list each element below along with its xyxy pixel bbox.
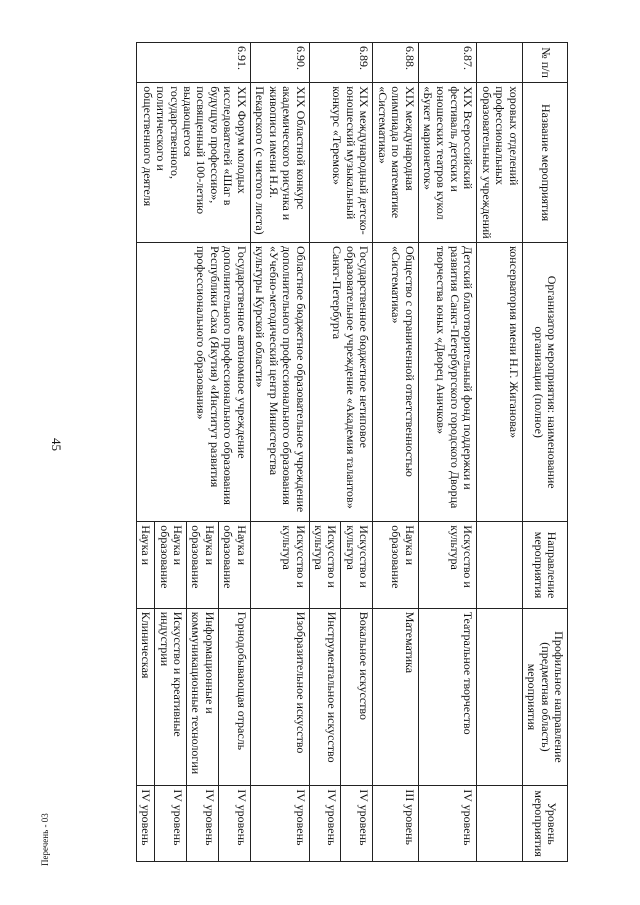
header-num: № п/п — [522, 43, 567, 83]
cell-area: Информационные и коммуникационные технологии — [187, 608, 219, 786]
cell-area: Вокальное искусство — [341, 608, 373, 786]
cell-organizer: Общество с ограниченной ответственностью «Систематика» — [373, 243, 418, 522]
cell-name: XIX международная олимпиада по математике «Систематика» — [373, 83, 418, 243]
rotated-table-sheet — [92, 42, 568, 862]
cell-direction: Искусство и культура — [250, 522, 309, 608]
table-row — [218, 43, 250, 862]
cell-organizer: Областное бюджетное образовательное учреждение дополнительного профессионального образования «Учебно-методический центр Министерства культуры Курской области» — [250, 243, 309, 522]
cell-area — [477, 608, 522, 786]
cell-name: XIX Всероссийский фестиваль детских и юношеских театров кукол «Букет марионеток» — [418, 83, 477, 243]
cell-area: Горнодобывающая отрасль — [218, 608, 250, 786]
cell-level: III уровень — [373, 786, 418, 862]
cell-level: IV уровень — [218, 786, 250, 862]
cell-name: XIX международный детско-юношеский музыкальный конкурс «Теремок» — [309, 83, 373, 243]
cell-direction: Наука и образование — [373, 522, 418, 608]
cell-level: IV уровень — [341, 786, 373, 862]
header-direction: Направление мероприятия — [522, 522, 567, 608]
table-row — [250, 43, 309, 862]
header-name: Название мероприятия — [522, 83, 567, 243]
cell-direction: Искусство и культура — [418, 522, 477, 608]
page-number: 45 — [49, 438, 64, 451]
table-row — [477, 43, 522, 862]
cell-level: IV уровень — [418, 786, 477, 862]
cell-organizer: Государственное автономное учреждение дополнительного профессионального образования Республики Саха (Якутия) «Институт развития профессионального образования» — [136, 243, 250, 522]
table-header-row — [522, 43, 567, 862]
cell-direction: Искусство и культура — [341, 522, 373, 608]
cell-area: Изобразительное искусство — [250, 608, 309, 786]
cell-level: IV уровень — [155, 786, 187, 862]
table-row — [418, 43, 477, 862]
cell-direction: Наука и образование — [218, 522, 250, 608]
cell-name: XIX Форум молодых исследователей «Шаг в будущую профессию», посвященный 100-летию выдающегося государственного, политического и общественного деятеля — [136, 83, 250, 243]
cell-num: 6.87. — [418, 43, 477, 83]
cell-direction: Искусство и культура — [309, 522, 341, 608]
cell-area: Математика — [373, 608, 418, 786]
header-level: Уровень мероприятия — [522, 786, 567, 862]
table-row — [373, 43, 418, 862]
cell-direction: Наука и образование — [155, 522, 187, 608]
cell-name: хоровых отделений профессиональных образовательных учреждений — [477, 83, 522, 243]
cell-direction: Наука и — [136, 522, 154, 608]
cell-area: Клиническая — [136, 608, 154, 786]
cell-num: 6.91. — [136, 43, 250, 83]
page-footer: Перечень - 03 — [40, 813, 50, 866]
cell-organizer: консерватория имени Н.Г. Жиганова» — [477, 243, 522, 522]
cell-organizer: Детский благотворительный фонд поддержки и развития Санкт-Петербургского городского Дворца творчества юных «Дворец Аничков» — [418, 243, 477, 522]
cell-area: Искусство и креативные индустрии — [155, 608, 187, 786]
cell-area: Инструментальное искусство — [309, 608, 341, 786]
table-row — [341, 43, 373, 862]
cell-direction: Наука и образование — [187, 522, 219, 608]
cell-num: 6.89. — [309, 43, 373, 83]
header-organizer: Организатор мероприятия: наименование организации (полное) — [522, 243, 567, 522]
header-area: Профильное направление (предметная область) мероприятия — [522, 608, 567, 786]
events-table — [136, 42, 568, 862]
cell-name: XIX Областной конкурс академического рисунка и живописи имени Н.Я. Пекарского (с чистого листа) — [250, 83, 309, 243]
cell-area: Театральное творчество — [418, 608, 477, 786]
cell-level: IV уровень — [187, 786, 219, 862]
cell-num: 6.90. — [250, 43, 309, 83]
cell-level — [477, 786, 522, 862]
cell-num — [477, 43, 522, 83]
cell-level: IV уровень — [250, 786, 309, 862]
cell-direction — [477, 522, 522, 608]
cell-level: IV уровень — [309, 786, 341, 862]
cell-num: 6.88. — [373, 43, 418, 83]
cell-organizer: Государственное бюджетное нетиповое образовательное учреждение «Академия талантов» Санкт-Петербурга — [309, 243, 373, 522]
cell-level: IV уровень — [136, 786, 154, 862]
